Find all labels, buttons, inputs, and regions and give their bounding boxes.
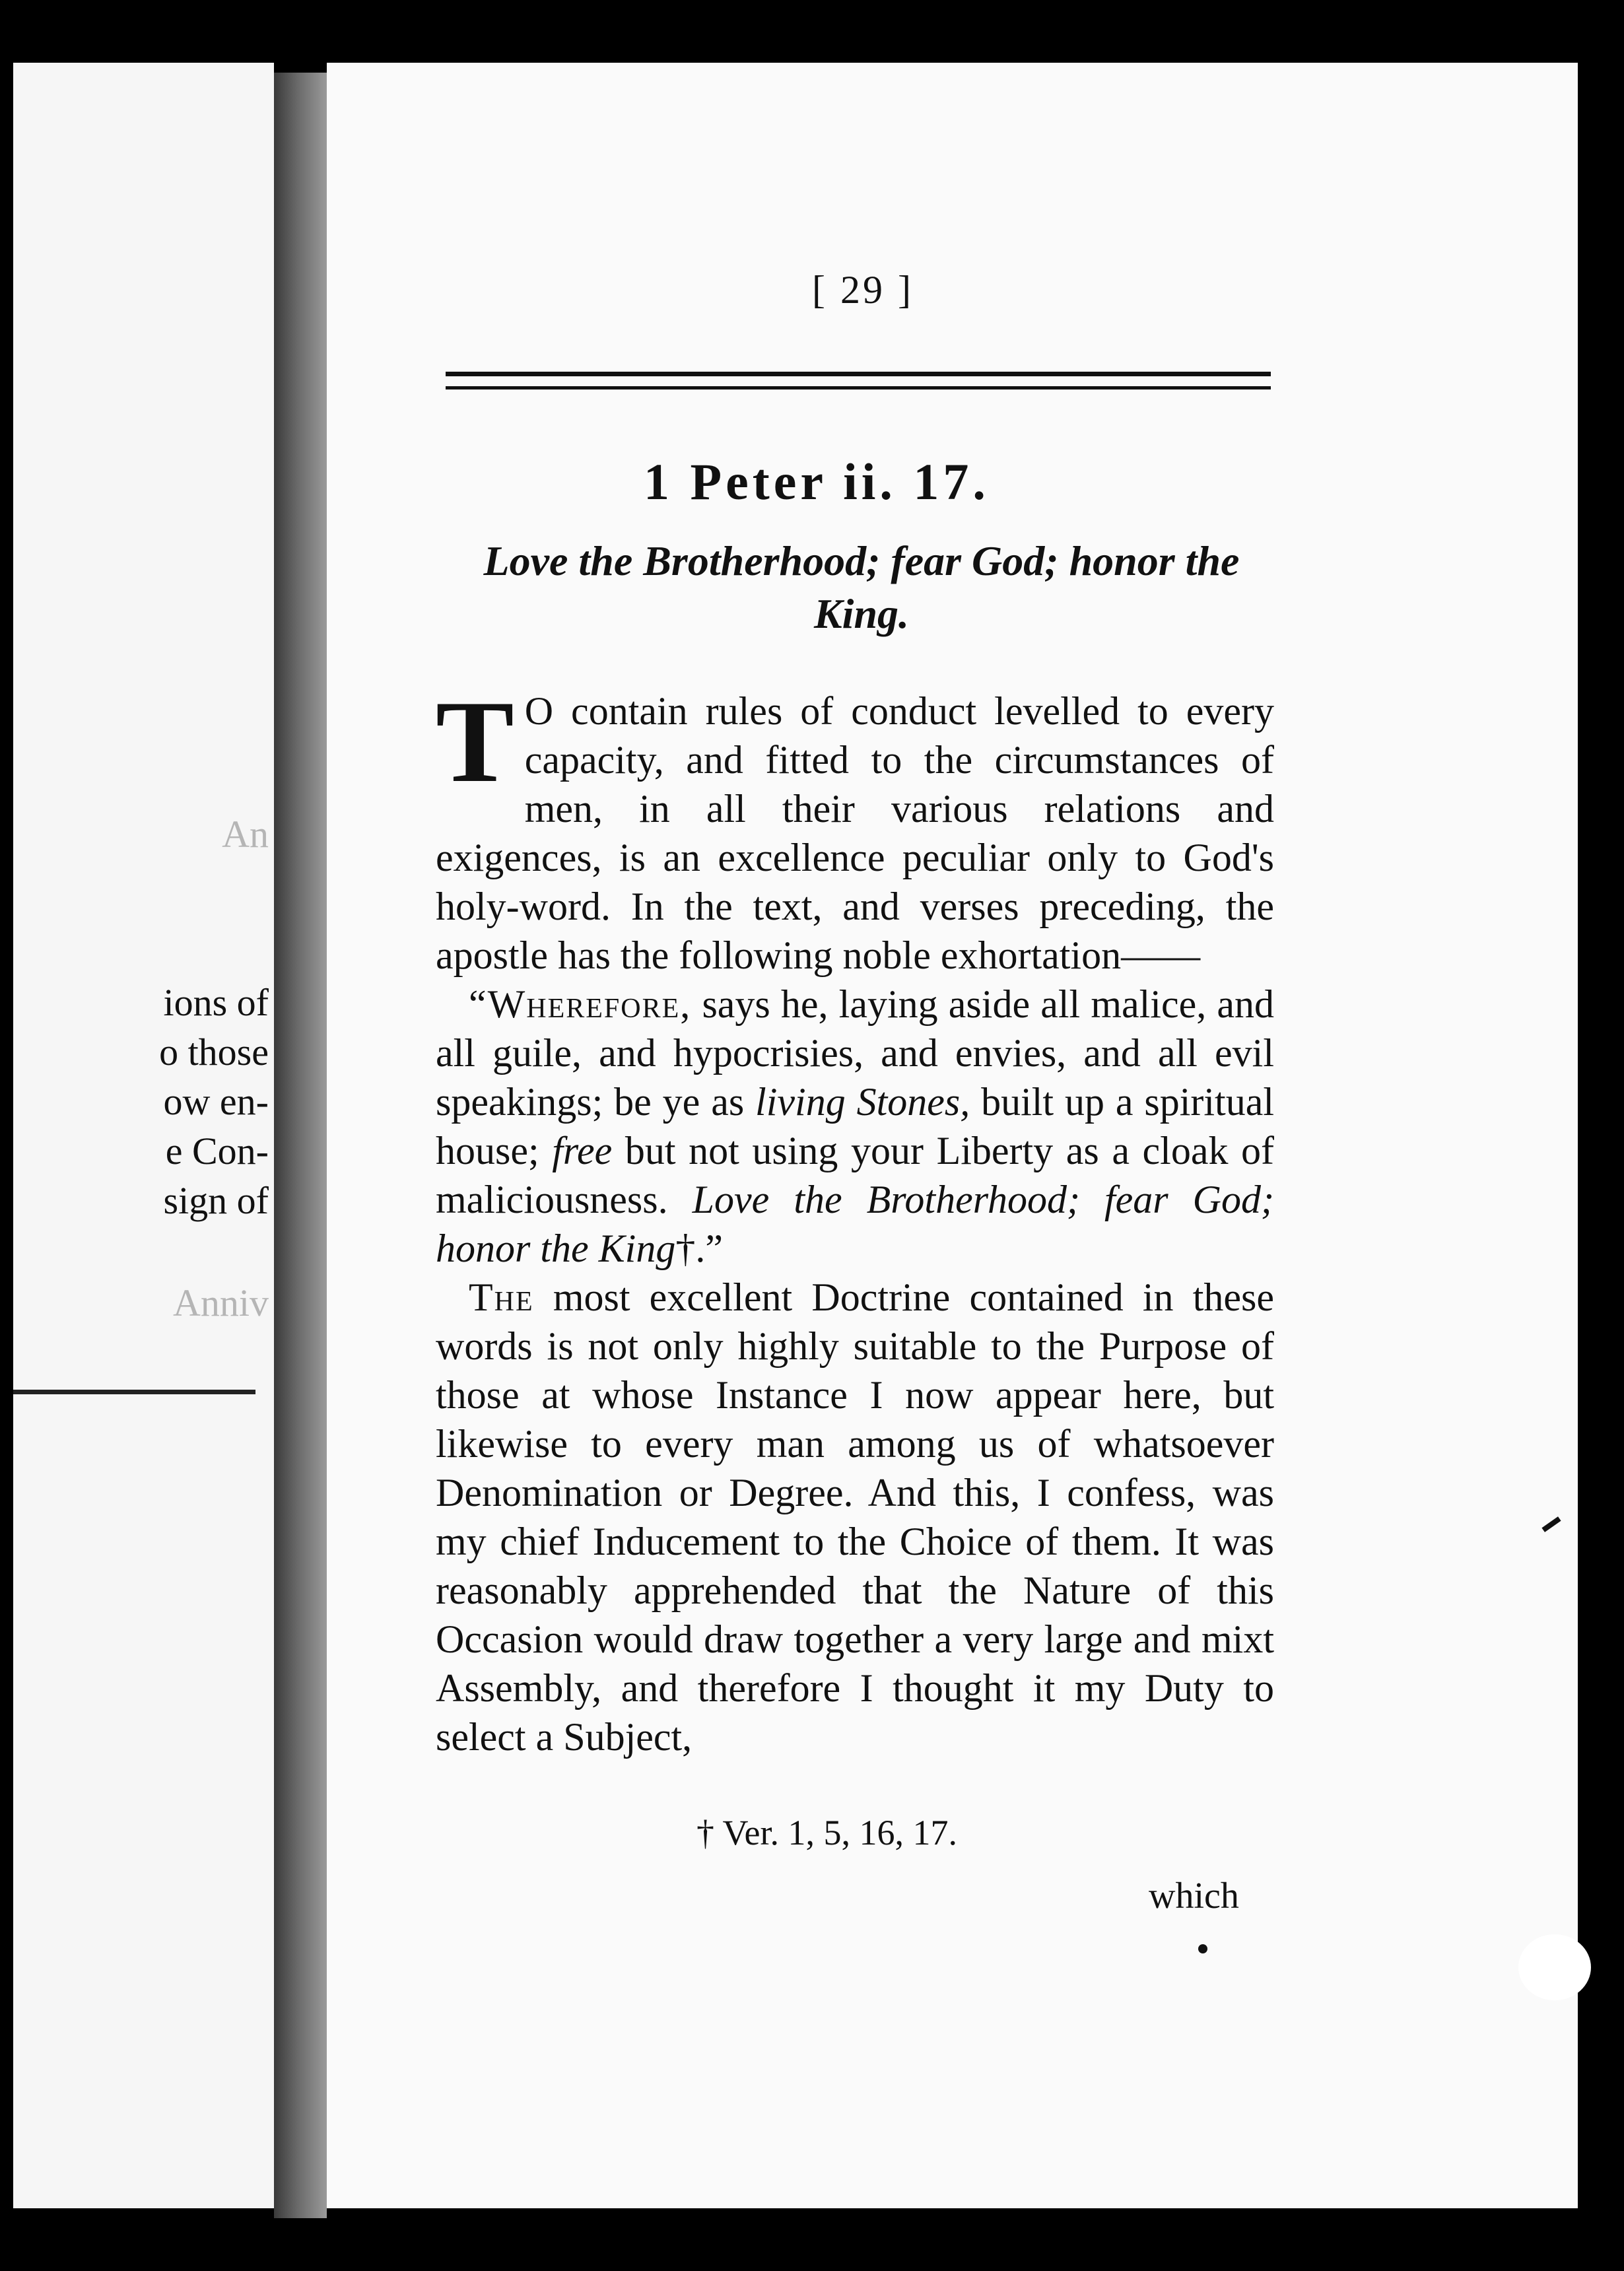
sermon-body	[436, 676, 1275, 1761]
ink-speck	[1198, 1944, 1207, 1953]
paragraph-2-text: but not using your Liberty as a cloak of maliciousness.	[436, 1129, 1275, 1221]
facing-page-rule	[13, 1390, 255, 1394]
paragraph-3-lead: The	[469, 1275, 534, 1319]
paragraph-1-text: O contain rules of conduct levelled to every capacity, and fitted to the circumstances of men, in all their various relations and exigences, is an excellence peculiar only to God's holy-word. In the text, and verses preceding, the apostle has the following noble exhortation——	[436, 689, 1274, 977]
facing-page-faint-fragment: An	[222, 813, 269, 856]
paragraph-2-italic: living Stones,	[755, 1080, 970, 1124]
header-rule-top	[446, 372, 1271, 376]
facing-page	[13, 63, 274, 2208]
facing-page-line: o those	[159, 1031, 269, 1073]
ink-mark	[1541, 1516, 1561, 1532]
paragraph-2	[436, 980, 1274, 1273]
facing-page-line: ow en-	[163, 1080, 269, 1123]
epigraph: Love the Brotherhood; fear God; honor the King.	[483, 537, 1240, 637]
facing-page-line: ions of	[163, 981, 269, 1024]
scripture-reference: 1 Peter ii. 17.	[644, 453, 990, 510]
paragraph-2-italic: free	[552, 1129, 613, 1172]
paragraph-3	[436, 1273, 1274, 1761]
paragraph-2-lead: “Wherefore,	[469, 982, 692, 1026]
facing-page-line: sign of	[163, 1179, 269, 1222]
page-number: [ 29 ]	[812, 268, 914, 312]
paragraph-2-italic: Love the Brotherhood; fear God; honor the King	[436, 1178, 1274, 1270]
paragraph-2-text: says he, laying aside all malice, and all guile, and hypocrisies, and envies, and all evil speakings; be ye as	[436, 982, 1275, 1124]
book-gutter-shadow	[274, 73, 327, 2218]
paragraph-2-footnote-mark: †.”	[675, 1227, 723, 1270]
book-page	[327, 63, 1578, 2208]
facing-page-line: e Con-	[165, 1130, 269, 1172]
paragraph-1	[436, 676, 1274, 980]
footnote: † Ver. 1, 5, 16, 17.	[696, 1813, 958, 1852]
header-rule-bottom	[446, 386, 1271, 390]
catchword: which	[1149, 1876, 1239, 1916]
paragraph-3-text: most excellent Doctrine contained in these words is not only highly suitable to the Purpose of those at whose Instance I now appear here, but likewise to every man among us of whatsoever Denomination or Degree. And this, I confess, was my chief Inducement to the Choice of them. It was reasonably apprehended that the Nature of this Occasion would draw together a very large and mixt Assembly, and therefore I thought it my Duty to select a Subject,	[436, 1275, 1274, 1759]
paragraph-2-text: built up a spiritual house;	[436, 1080, 1274, 1172]
facing-page-faint-fragment: Anniv	[173, 1281, 269, 1324]
drop-cap: T	[436, 676, 514, 807]
page-damage	[1518, 1934, 1591, 2000]
